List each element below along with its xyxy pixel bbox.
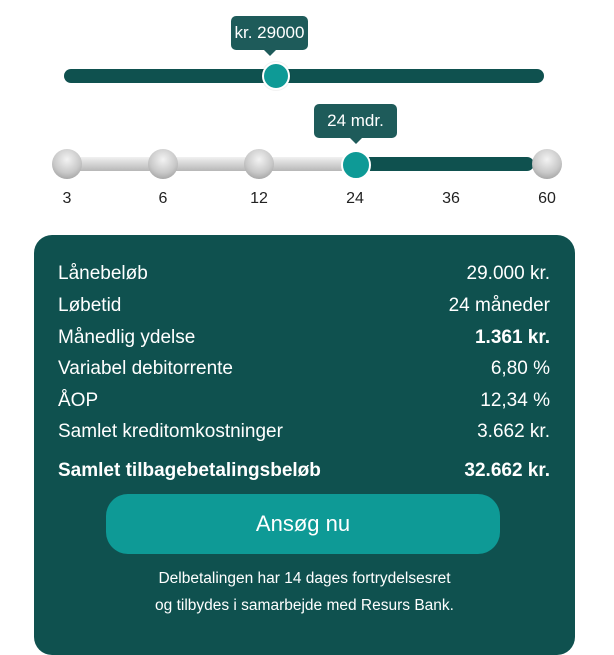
aop-label: ÅOP: [58, 390, 99, 411]
term-label-36[interactable]: 36: [442, 190, 460, 207]
summary-row-credit-costs: [58, 421, 550, 443]
term-stop-12[interactable]: [244, 149, 274, 179]
disclaimer-line-2: og tilbydes i samarbejde med Resurs Bank.: [155, 597, 454, 614]
term-stop-60[interactable]: [532, 149, 562, 179]
interest-rate-label: Variabel debitorrente: [58, 358, 233, 379]
monthly-payment-value: 1.361 kr.: [474, 327, 550, 348]
term-label-3[interactable]: 3: [62, 190, 72, 207]
monthly-payment-label: Månedlig ydelse: [58, 327, 196, 348]
apply-button[interactable]: Ansøg nu: [106, 494, 500, 554]
term-slider-handle[interactable]: [341, 150, 371, 180]
term-label-24[interactable]: 24: [346, 190, 364, 207]
loan-amount-value: 29.000 kr.: [466, 263, 550, 284]
term-value: 24 måneder: [448, 295, 550, 316]
disclaimer: [34, 565, 575, 619]
summary-row-term: [58, 295, 550, 317]
aop-value: 12,34 %: [480, 390, 550, 411]
summary-row-loan-amount: [58, 263, 550, 285]
term-tooltip: 24 mdr.: [314, 104, 397, 138]
amount-tooltip: kr. 29000: [231, 16, 308, 50]
term-label-12[interactable]: 12: [250, 190, 268, 207]
total-repayment-label: Samlet tilbagebetalingsbeløb: [58, 460, 321, 481]
disclaimer-line-1: Delbetalingen har 14 dages fortrydelsesret: [158, 570, 451, 587]
amount-slider-handle[interactable]: [262, 62, 290, 90]
term-slider-track-remaining[interactable]: [356, 157, 534, 171]
loan-amount-label: Lånebeløb: [58, 263, 148, 284]
total-repayment-value: 32.662 kr.: [464, 460, 550, 481]
credit-costs-value: 3.662 kr.: [477, 421, 550, 442]
term-label-60[interactable]: 60: [538, 190, 556, 207]
credit-costs-label: Samlet kreditomkostninger: [58, 421, 283, 442]
term-stop-3[interactable]: [52, 149, 82, 179]
interest-rate-value: 6,80 %: [490, 358, 550, 379]
term-stop-6[interactable]: [148, 149, 178, 179]
loan-summary-card: [34, 235, 575, 655]
term-label-6[interactable]: 6: [158, 190, 168, 207]
summary-row-interest-rate: [58, 358, 550, 380]
summary-row-total-repayment: [58, 460, 550, 482]
summary-row-monthly-payment: [58, 327, 550, 349]
term-label: Løbetid: [58, 295, 122, 316]
amount-slider-track[interactable]: [64, 69, 544, 83]
term-slider-track-filled[interactable]: [66, 157, 356, 171]
summary-row-aop: [58, 390, 550, 412]
